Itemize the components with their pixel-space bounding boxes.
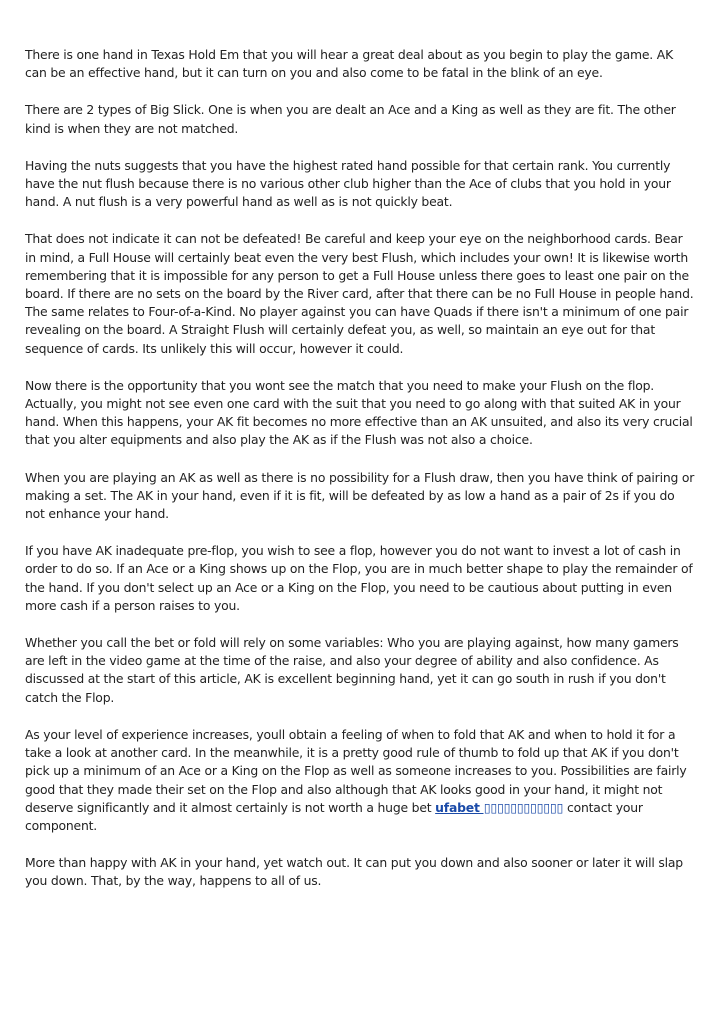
paragraph-5: Now there is the opportunity that you wont see the match that you need to make your Flush on the flop. Actually, you might not see even one card with the suit that you need to go along with that suited AK in your hand. When this happens, your AK fit becomes no more effective than an AK unsuited, and also its very crucial that you alter equipments and also play the AK as if the Flush was not also a choice. xyxy=(25,377,693,448)
paragraph-1: There is one hand in Texas Hold Em that you will hear a great deal about as you begin to play the game. AK can be an effective hand, but it can turn on you and also come to be fatal in the blink of an eye. xyxy=(25,47,673,81)
paragraph-7: If you have AK inadequate pre-flop, you wish to see a flop, however you do not want to invest a lot of cash in order to do so. If an Ace or a King shows up on the Flop, you are in much better shape to play the remainder of the hand. If you don't select up an Ace or a King on the Flop, you need to be cautious about putting in even more cash if a person raises to you. xyxy=(25,543,693,613)
paragraph-9 xyxy=(25,726,695,835)
ufabet-link[interactable]: ufabet ▯▯▯▯▯▯▯▯▯▯▯▯ xyxy=(435,799,564,815)
paragraph-10: More than happy with AK in your hand, yet watch out. It can put you down and also sooner or later it will slap you down. That, by the way, happens to all of us. xyxy=(25,855,683,889)
paragraph-3: Having the nuts suggests that you have the highest rated hand possible for that certain rank. You currently have the nut flush because there is no various other club higher than the Ace of clubs that you hold in your hand. A nut flush is a very powerful hand as well as is not quickly beat. xyxy=(25,157,671,210)
paragraph-2: There are 2 types of Big Slick. One is when you are dealt an Ace and a King as well as they are fit. The other kind is when they are not matched. xyxy=(25,102,676,136)
paragraph-9-text-after: contact your component. xyxy=(25,799,643,833)
paragraph-4: That does not indicate it can not be defeated! Be careful and keep your eye on the neighborhood cards. Bear in mind, a Full House will certainly beat even the very best Flush, which includes your own! It is likewise worth remembering that it is impossible for any person to get a Full House unless there goes to least one pair on the board. If there are no sets on the board by the River card, after that there can be no Full House in people hand. The same relates to Four-of-a-Kind. No player against you can have Quads if there isn't a minimum of one pair revealing on the board. A Straight Flush will certainly defeat you, as well, so maintain an eye out for that sequence of cards. Its unlikely this will occur, however it could. xyxy=(25,231,694,356)
paragraph-8: Whether you call the bet or fold will rely on some variables: Who you are playing against, how many gamers are left in the video game at the time of the raise, and also your degree of ability and also confidence. As discussed at the start of this article, AK is excellent beginning hand, yet it can go south in rush if you don't catch the Flop. xyxy=(25,635,679,705)
paragraph-9-text-before: As your level of experience increases, youll obtain a feeling of when to fold that AK and when to hold it for a take a look at another card. In the meanwhile, it is a pretty good rule of thumb to fold up that AK if you don't pick up a minimum of an Ace or a King on the Flop as well as someone increases to you. Possibilities are fairly good that they made their set on the Flop and also although that AK looks good in your hand, it might not deserve significantly and it almost certainly is not worth a huge bet xyxy=(25,726,687,815)
paragraph-6: When you are playing an AK as well as there is no possibility for a Flush draw, then you have think of pairing or making a set. The AK in your hand, even if it is fit, will be defeated by as low a hand as a pair of 2s if you do not enhance your hand. xyxy=(25,469,695,522)
